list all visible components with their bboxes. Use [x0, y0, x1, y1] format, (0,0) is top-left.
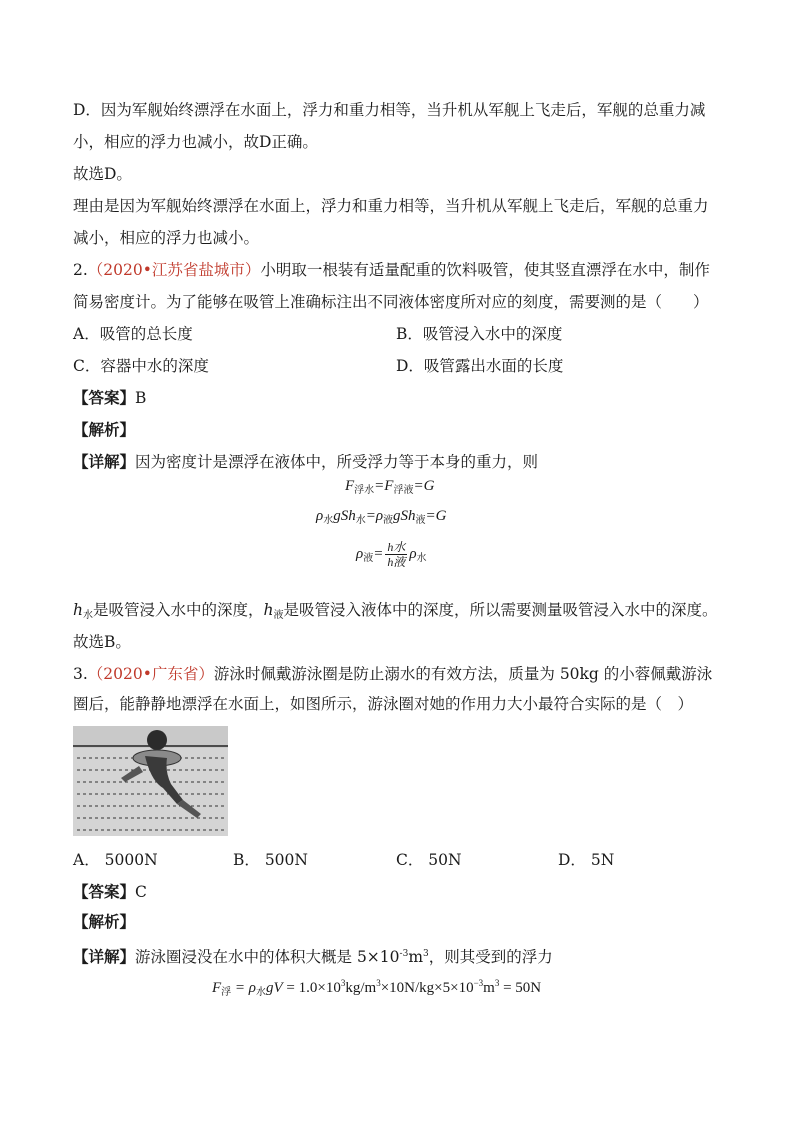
- question-source: （2020•江苏省盐城市）: [87, 261, 261, 279]
- question-source: （2020•广东省）: [87, 665, 214, 683]
- formula-density-expansion: $\rho_水gSh_水=\rho_液gSh_液=G$: [316, 508, 447, 526]
- question-stem: 游泳时佩戴游泳圈是防止溺水的有效方法，质量为 50kg 的小蓉佩戴游泳: [213, 665, 713, 683]
- question-number: 2.: [73, 261, 88, 279]
- question-3-stem-line2: 圈后，能静静地漂浮在水面上，如图所示，游泳圈对她的作用力大小最符合实际的是（ ）: [73, 695, 694, 713]
- formula-density-ratio: $\rho_液=$ $\frac{\text{h水}}{\text{h液}}$ $\rho_水$: [356, 540, 427, 569]
- choice-statement-q2: 故选B。: [73, 633, 131, 651]
- answer-tag: 【答案】: [73, 882, 136, 901]
- answer-line: [73, 882, 147, 902]
- option-c: C．容器中水的深度: [73, 357, 209, 375]
- option-d-explanation-line1: D．因为军舰始终漂浮在水面上，浮力和重力相等，当升机从军舰上飞走后，军舰的总重力减: [73, 101, 706, 119]
- fraction: $\frac{\text{h水}}{\text{h液}}$: [387, 540, 406, 569]
- choice-statement: 故选D。: [73, 165, 132, 183]
- question-2-stem-line1: [73, 260, 710, 280]
- swimmer-illustration: [73, 726, 228, 836]
- detail-line: [73, 452, 538, 472]
- analysis-tag: 【解析】: [73, 420, 136, 439]
- reason-line1: 理由是因为军舰始终漂浮在水面上，浮力和重力相等，当升机从军舰上飞走后，军舰的总重力: [73, 197, 709, 215]
- detail-line: 【详解】游泳圈浸没在水中的体积大概是 $5\times 10^{-3}m^3$，则其受到的浮力: [73, 947, 553, 966]
- answer-value: C: [135, 883, 147, 901]
- answer-tag: 【答案】: [73, 388, 136, 407]
- option-d-explanation-line2: 小，相应的浮力也减小，故D正确。: [73, 133, 318, 151]
- option-c: C． 50N: [396, 851, 462, 869]
- detail-text: 因为密度计是漂浮在液体中，所受浮力等于本身的重力，则: [135, 453, 539, 471]
- option-b: B． 500N: [233, 851, 308, 869]
- swimmer-figure: [73, 726, 228, 836]
- detail-tag: 【详解】: [73, 452, 136, 471]
- option-a: A．吸管的总长度: [73, 325, 193, 343]
- option-b: B．吸管浸入水中的深度: [396, 325, 563, 343]
- question-2-stem-line2: 简易密度计。为了能够在吸管上准确标注出不同液体密度所对应的刻度，需要测的是（ ）: [73, 293, 709, 311]
- question-stem: 小明取一根装有适量配重的饮料吸管，使其竖直漂浮在水中，制作: [260, 261, 710, 279]
- analysis-tag: 【解析】: [73, 912, 136, 931]
- question-3-stem-line1: [73, 664, 712, 684]
- option-d: D．吸管露出水面的长度: [396, 357, 564, 375]
- detail-tag: 【详解】: [73, 947, 136, 966]
- option-d: D． 5N: [558, 851, 615, 869]
- reason-line2: 减小，相应的浮力也减小。: [73, 229, 260, 247]
- question-number: 3.: [73, 665, 88, 683]
- answer-value: B: [135, 389, 147, 407]
- formula-buoyancy-equal: $F_{浮水}=F_{浮液}=G$: [345, 478, 435, 496]
- answer-line: [73, 388, 146, 408]
- formula-buoyancy-calculation: $F_浮 = \rho_水gV = 1.0\times 10^3kg/m^3\times 10N/kg\times 5\times 10^{-3}m^3 = 50N$: [212, 978, 542, 998]
- conclusion-line: $h_水$是吸管浸入水中的深度，$h_液$是吸管浸入液体中的深度，所以需要测量吸管浸入水中的深度。: [73, 601, 718, 621]
- option-a: A． 5000N: [73, 851, 158, 869]
